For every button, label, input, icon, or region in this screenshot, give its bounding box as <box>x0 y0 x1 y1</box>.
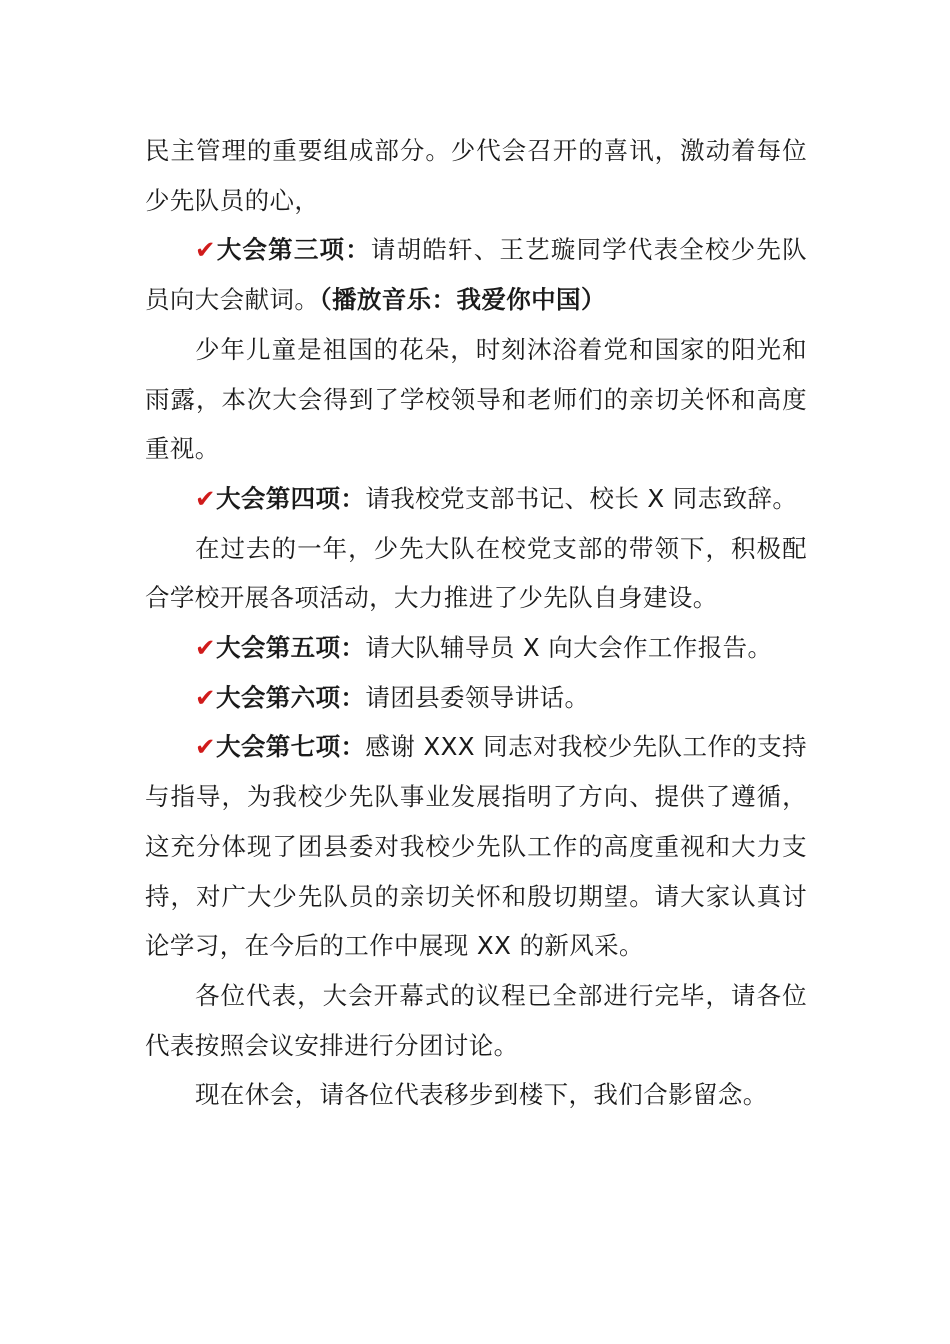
agenda-item-text: 请团县委领导讲话。 <box>365 682 590 712</box>
agenda-item-4 <box>145 474 807 524</box>
paragraph-text: 民主管理的重要组成部分。少代会召开的喜讯，激动着每位少先队员的心， <box>145 136 807 215</box>
paragraph-text: 各位代表，大会开幕式的议程已全部进行完毕，请各位代表按照会议安排进行分团讨论。 <box>145 980 807 1060</box>
paragraph-text: 现在休会，请各位代表移步到楼下，我们合影留念。 <box>195 1080 768 1110</box>
check-icon: ✔ <box>195 633 216 663</box>
document-page <box>145 126 807 1120</box>
agenda-item-text: 请我校党支部书记、校长 X 同志致辞。 <box>365 483 798 513</box>
check-icon: ✔ <box>195 682 216 712</box>
agenda-item-heading: 大会第五项： <box>215 633 366 663</box>
paragraph-continuation <box>145 126 807 225</box>
agenda-item-heading: 大会第七项： <box>215 732 366 762</box>
agenda-item-heading: 大会第六项： <box>215 682 366 712</box>
agenda-item-text: 请胡皓轩、王艺璇同学代表全校少先队员向大会献词。 <box>145 235 807 315</box>
agenda-item-text: 感谢 XXX 同志对我校少先队工作的支持与指导，为我校少先队事业发展指明了方向、提供了遵循，这充分体现了团县委对我校少先队工作的高度重视和大力支持，对广大少先队员的亲切关怀和殷切期望。请大家认真讨论学习，在今后的工作中展现 XX 的新风采。 <box>145 732 807 961</box>
paragraph-past-year <box>145 524 807 623</box>
paragraph-text: 少年儿童是祖国的花朵，时刻沐浴着党和国家的阳光和雨露，本次大会得到了学校领导和老师们的亲切关怀和高度重视。 <box>145 334 807 464</box>
paragraph-text: 在过去的一年，少先大队在校党支部的带领下，积极配合学校开展各项活动，大力推进了少先队自身建设。 <box>145 533 807 613</box>
check-icon: ✔ <box>195 483 216 513</box>
check-icon: ✔ <box>195 732 216 762</box>
agenda-item-heading: 大会第四项： <box>215 483 366 513</box>
music-note: （播放音乐：我爱你中国） <box>319 285 606 315</box>
paragraph-recess <box>145 1070 807 1120</box>
agenda-item-text: 请大队辅导员 X 向大会作工作报告。 <box>365 633 773 663</box>
agenda-item-6 <box>145 673 807 723</box>
check-icon: ✔ <box>195 235 216 265</box>
agenda-item-3 <box>145 225 807 324</box>
paragraph-adjourn-notice <box>145 971 807 1070</box>
paragraph-flowers <box>145 325 807 474</box>
agenda-item-7 <box>145 722 807 971</box>
agenda-item-5 <box>145 623 807 673</box>
agenda-item-heading: 大会第三项： <box>215 235 371 265</box>
